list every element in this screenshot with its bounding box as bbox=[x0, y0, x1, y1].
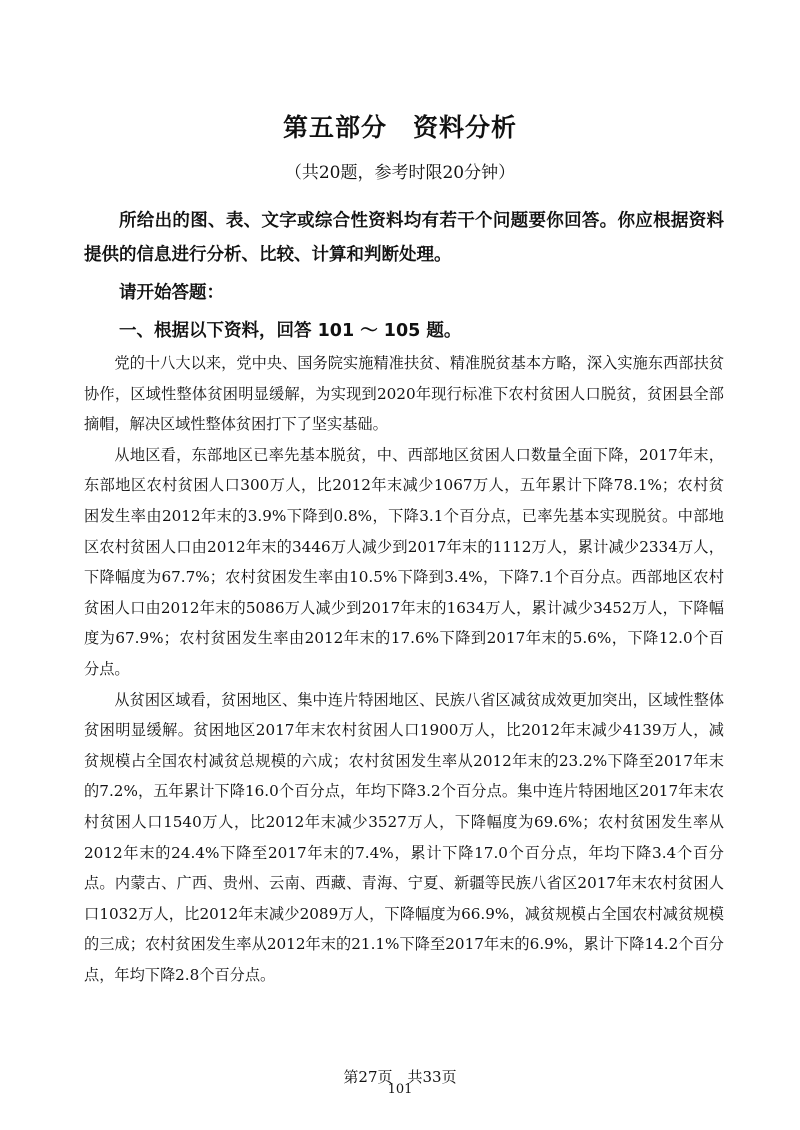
page-content bbox=[84, 204, 724, 990]
paragraph-by-poverty-area: 从贫困区域看，贫困地区、集中连片特困地区、民族八省区减贫成效更加突出，区域性整体贫困明显缓解。贫困地区2017年末农村贫困人口1900万人，比2012年末减少4139万人，减贫规模占全国农村减贫总规模的六成；农村贫困发生率从2012年末的23.2%下降至2017年末的7.2%，五年累计下降16.0个百分点，年均下降3.2个百分点。集中连片特困地区2017年末农村贫困人口1540万人，比2012年末减少3527万人，下降幅度为69.6%；农村贫困发生率从2012年末的24.4%下降至2017年末的7.4%，累计下降17.0个百分点，年均下降3.4个百分点。内蒙古、广西、贵州、云南、西藏、青海、宁夏、新疆等民族八省区2017年末农村贫困人口1032万人，比2012年末减少2089万人，下降幅度为66.9%，减贫规模占全国农村减贫规模的三成；农村贫困发生率从2012年末的21.1%下降至2017年末的6.9%，累计下降14.2个百分点，年均下降2.8个百分点。 bbox=[84, 690, 724, 984]
page-title: 第五部分 资料分析 bbox=[282, 113, 517, 142]
start-prompt: 请开始答题： bbox=[119, 283, 224, 303]
page-subtitle: （共20题，参考时限20分钟） bbox=[284, 163, 516, 183]
instructions-text: 所给出的图、表、文字或综合性资料均有若干个问题要你回答。你应根据资料提供的信息进行分析、比较、计算和判断处理。 bbox=[84, 211, 724, 265]
section-heading: 一、根据以下资料，回答 101 ～ 105 题。 bbox=[119, 321, 462, 341]
paragraph-by-region: 从地区看，东部地区已率先基本脱贫，中、西部地区贫困人口数量全面下降，2017年末，东部地区农村贫困人口300万人，比2012年末减少1067万人，五年累计下降78.1%；农村贫困发生率由2012年末的3.9%下降到0.8%，下降3.1个百分点，已率先基本实现脱贫。中部地区农村贫困人口由2012年末的3446万人减少到2017年末的1112万人，累计减少2334万人，下降幅度为67.7%；农村贫困发生率由10.5%下降到3.4%，下降7.1个百分点。西部地区农村贫困人口由2012年末的5086万人减少到2017年末的1634万人，累计减少3452万人，下降幅度为67.9%；农村贫困发生率由2012年末的17.6%下降到2017年末的5.6%，下降12.0个百分点。 bbox=[84, 445, 724, 678]
paragraph-intro: 党的十八大以来，党中央、国务院实施精准扶贫、精准脱贫基本方略，深入实施东西部扶贫协作，区域性整体贫困明显缓解，为实现到2020年现行标准下农村贫困人口脱贫，贫困县全部摘帽，解决区域性整体贫困打下了坚实基础。 bbox=[84, 354, 724, 434]
page-index-number: 101 bbox=[387, 1082, 413, 1097]
page-footer: 第27页 共33页 bbox=[343, 1068, 457, 1086]
